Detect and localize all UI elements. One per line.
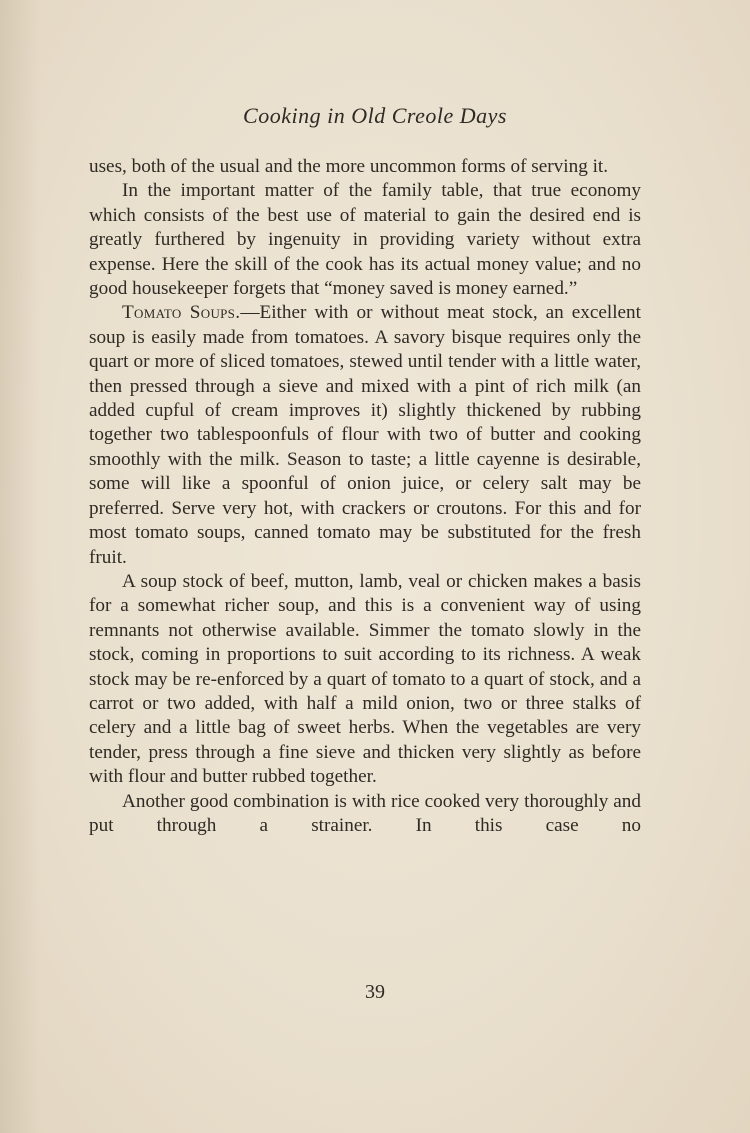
section-heading: Tomato Soups. xyxy=(122,302,241,324)
running-header: Cooking in Old Creole Days xyxy=(243,103,507,128)
page-body xyxy=(89,155,641,838)
paragraph-tomato-soups xyxy=(89,301,641,569)
paragraph-text: —Either with or without meat stock, an excellent soup is easily made from tomatoes. A savory bisque requires only the quart or more of sliced tomatoes, stewed until tender with a little water, then pressed through a sieve and mixed with a pint of rich milk (an added cupful of cream improves it) slightly thickened by rubbing together two tablespoonfuls of flour with two of butter and cooking smoothly with the milk. Season to taste; a little cayenne is desirable, some will like a spoonful of onion juice, or celery salt may be preferred. Serve very hot, with crackers or croutons. For this and for most tomato soups, canned tomato may be substituted for the fresh fruit. xyxy=(89,302,641,568)
paragraph: A soup stock of beef, mutton, lamb, veal or chicken makes a basis for a somewhat richer soup, and this is a convenient way of using remnants not otherwise available. Simmer the tomato slowly in the stock, coming in proportions to suit according to its richness. A weak stock may be re-enforced by a quart of tomato to a quart of stock, and a carrot or two added, with half a mild onion, two or three stalks of celery and a little bag of sweet herbs. When the vegetables are very tender, press through a fine sieve and thicken very slightly as before with flour and butter rubbed together. xyxy=(89,570,641,788)
paragraph: uses, both of the usual and the more uncommon forms of serving it. xyxy=(89,156,609,177)
paragraph: Another good combination is with rice cooked very thoroughly and put through a strainer. In this case no xyxy=(89,790,641,836)
page-number: 39 xyxy=(365,981,385,1003)
paragraph: In the important matter of the family table, that true economy which consists of the best use of material to gain the desired end is greatly furthered by ingenuity in providing variety without extra expense. Here the skill of the cook has its actual money value; and no good housekeeper forgets that “money saved is money earned.” xyxy=(89,180,641,300)
